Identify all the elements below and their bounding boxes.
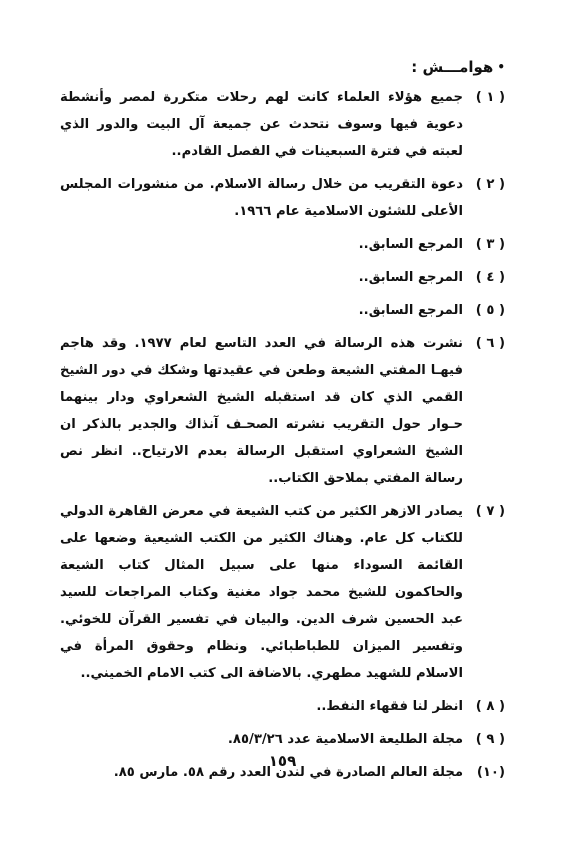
footnotes-title: هوامـــش :: [411, 58, 494, 76]
footnote-7: [60, 498, 505, 687]
footnote-text: المرجع السابق..: [358, 303, 463, 318]
footnote-text: جميع هؤلاء العلماء كانت لهم رحلات متكررة لمصر وأنشطة دعوية فيها وسوف نتحدث عن جميعة آل البيت والدور الذي لعبته في فترة السبعينات في الفصل القادم..: [60, 90, 463, 159]
footnote-text: مجلة الطليعة الاسلامية عدد ٨٥/٣/٢٦.: [227, 732, 463, 747]
footnote-text: يصادر الازهر الكثير من كتب الشيعة في معرض القاهرة الدولي للكتاب كل عام. وهناك الكثير من الكتب الشيعية وضعها على القائمة السوداء منها على سبيل المثال كتاب الشيعة والحاكمون للشيخ محمد جواد مغنية وكتاب المراجعات للسيد عبد الحسين شرف الدين. والبيان في تفسير القرآن للخوئي. وتفسير الميزان للطباطبائي. ونظام وحقوق المرأة في الاسلام للشهيد مطهري. بالاضافة الى كتب الامام الخميني..: [60, 504, 463, 681]
footnote-6: [60, 330, 505, 492]
footnote-8: [60, 693, 505, 720]
footnote-number: ( ٧ ): [475, 504, 505, 519]
footnotes-page: [60, 58, 505, 792]
footnote-number: ( ٣ ): [475, 237, 505, 252]
footnote-number: ( ١ ): [475, 90, 505, 105]
footnote-number: ( ٦ ): [475, 336, 505, 351]
page-number: ١٥٩: [268, 752, 297, 770]
footnote-text: نشرت هذه الرسالة في العدد التاسع لعام ١٩٧٧. وقد هاجم فيهـا المفتي الشيعة وطعن في عقيدتها وشكك في دور الشيخ القمي الذي كان قد استقبله الشيخ الشعراوي ودار بينهما حـوار حول التقريب نشرته الصحـف آنذاك والجدير بالذكر ان الشيخ الشعراوي استقبل الرسالة بعدم الارتياح.. انظر نص رسالة المفتي بملاحق الكتاب..: [60, 336, 463, 486]
footnote-9: [60, 726, 505, 753]
footnotes-heading: [60, 58, 505, 76]
footnote-text: مجلة العالم الصادرة في لندن العدد رقم ٥٨. مارس ٨٥.: [113, 765, 463, 780]
footnote-text: المرجع السابق..: [358, 270, 463, 285]
footnote-text: دعوة التقريب من خلال رسالة الاسلام. من منشورات المجلس الأعلى للشئون الاسلامية عام ١٩٦٦.: [60, 177, 463, 219]
footnote-text: انظر لنا فقهاء النفط..: [316, 699, 463, 714]
footnote-number: ( ٨ ): [475, 699, 505, 714]
footnote-4: [60, 264, 505, 291]
footnote-2: [60, 171, 505, 225]
footnote-3: [60, 231, 505, 258]
footnote-5: [60, 297, 505, 324]
footnote-text: المرجع السابق..: [358, 237, 463, 252]
footnote-number: ( ٤ ): [475, 270, 505, 285]
footnote-number: ( ٩ ): [475, 732, 505, 747]
bullet-icon: •: [497, 60, 505, 74]
footnote-number: (١٠): [476, 765, 505, 780]
footnote-number: ( ٥ ): [475, 303, 505, 318]
footnote-1: [60, 84, 505, 165]
footnote-number: ( ٢ ): [475, 177, 505, 192]
